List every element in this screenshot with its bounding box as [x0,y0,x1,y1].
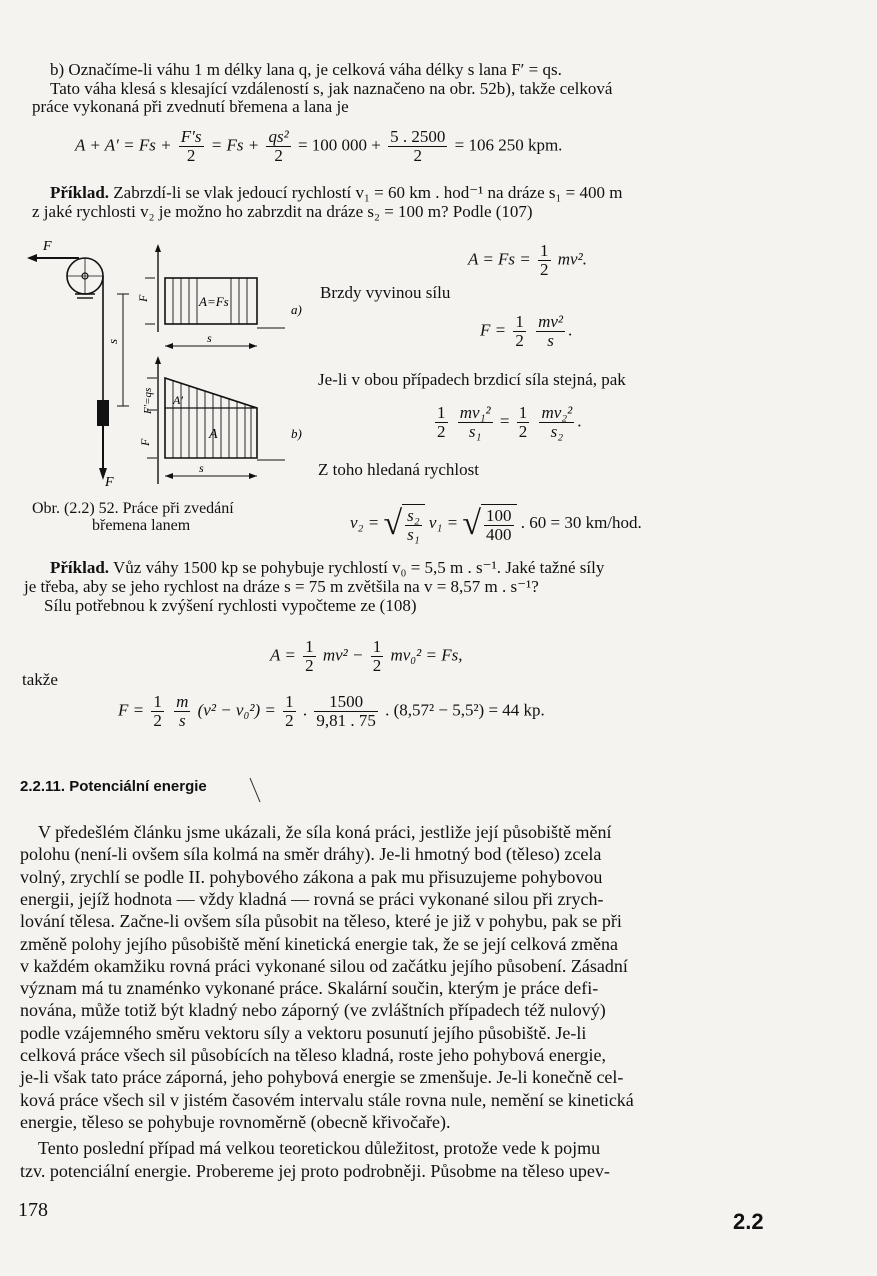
denominator: 2 [372,656,382,675]
denominator: 2 [413,146,422,165]
label-F-top: F [43,239,52,254]
arrowhead [27,254,37,262]
paragraph-line: Tento poslední případ má velkou teoretickou důležitost, protože vede k pojmu [38,1138,601,1158]
page-number: 178 [18,1199,48,1221]
paragraph-line: význam má tu znaménko vykonané práce. Skalární součin, kterým je práce defi- [20,978,599,998]
eq-term: mv² − [322,645,364,665]
fraction [151,693,164,730]
fraction [303,638,316,675]
eq-mid: v₁ = [428,512,459,532]
numerator: 1 [305,637,314,656]
eq-lhs: A = [270,645,296,665]
figure-lifting-diagram [25,238,320,488]
paragraph-line: energie, těleso se pohybuje rovnoměrně (obecně křivočaře). [20,1112,451,1132]
paragraph-line: V předešlém článku jsme ukázali, že síla koná práci, jestliže její působiště mění [38,822,612,842]
numerator: 1 [153,692,162,711]
paragraph-line: nována, může totiž být kladný nebo záporný (ve zvláštních případech též nulový) [20,1000,606,1020]
numerator: 1 [372,637,382,656]
equation-work-kinetic [468,242,587,279]
example-line: je třeba, aby se jeho rychlost na dráze s = 75 m zvětšila na v = 8,57 m . s⁻¹? [24,577,539,596]
equation-speed [350,504,642,544]
example-line: z jaké rychlosti v₂ je možno ho zabrzdit na dráze s₂ = 100 m? Podle (107) [32,202,533,221]
text-line: Tato váha klesá s klesající vzdáleností s, jak naznačeno na obr. 52b), takže celková [50,79,613,98]
label-Fqs: F′=qs [142,387,154,414]
eq-mid: = Fs + [210,135,260,155]
fraction [388,128,447,165]
denominator: s₁ [407,525,420,544]
denominator: 2 [518,422,528,441]
label-a: a) [291,302,302,317]
label-A: A [209,427,218,442]
paragraph-line: volný, zrychlí se podle II. pohybového zákona a pak mu přisuzujeme pohybovou [20,867,603,887]
numerator: 1 [437,403,446,422]
arrowhead [155,244,161,252]
chapter-number: 2.2 [733,1209,764,1234]
equation-total-work [75,128,562,165]
numerator: 1 [515,312,524,331]
equation-force [118,693,545,730]
text-line: b) Označíme-li váhu 1 m délky lana q, je celková váha délky s lana F′ = qs. [50,60,562,79]
numerator: qs² [268,127,289,146]
paragraph-line: polohu (není-li ovšem síla kolmá na směr dráhy). Je-li hmotný bod (těleso) zcela [20,844,602,864]
fraction [536,313,565,350]
arrowhead [155,356,161,364]
fraction [283,693,296,730]
section-heading: 2.2.11. Potenciální energie [20,778,207,795]
label-F-a: F [136,294,150,302]
fraction [539,404,574,441]
paragraph-line: celková práce všech sil působících na těleso kladná, roste jeho pohybová energie, [20,1045,606,1065]
arrowhead [165,343,173,349]
paragraph-line: energii, jejíž hodnota — vždy kladná — rovná se práci vykonané silou při zrych- [20,889,604,909]
eq-lhs: A = Fs = [468,249,531,269]
fraction [314,693,378,730]
eq-lhs: v₂ = [350,512,380,532]
numerator: 1500 [314,693,378,712]
denominator: 2 [186,146,196,165]
label-F-bottom: F [105,475,114,488]
eq-lhs: F = [480,320,507,340]
square-root: √ $\frac{\text{s₂}}{\text{s₁}}$ [383,504,424,544]
figure-caption: Obr. (2.2) 52. Práce při zvedání [32,500,234,517]
numerator: 1 [540,241,549,260]
text-line: Brzdy vyvinou sílu [320,283,451,302]
denominator: 2 [540,260,549,279]
fraction [458,404,493,441]
denominator: s₂ [550,422,564,441]
numerator: 5 . 2500 [390,127,446,146]
equals: = [499,411,510,431]
text-line: Z toho hledaná rychlost [318,460,479,479]
paragraph-line: podle vzájemného směru vektoru síly a vektoru posunutí jejího působiště. Je-li [20,1023,587,1043]
numerator: 1 [518,403,528,422]
work-area-b [165,378,257,458]
denominator: 2 [305,656,314,675]
fraction [435,404,448,441]
denominator: 2 [274,146,283,165]
label-A-Fs: A=Fs [199,294,229,309]
example-label: Příklad. [50,558,110,577]
numerator: 100 [486,506,512,525]
equation-work-energy [270,638,463,675]
pen-mark [248,776,264,804]
eq-mid: = 100 000 + [297,135,381,155]
text-line: práce vykonaná při zvednutí břemena a lana je [32,97,349,116]
denominator: 9,81 . 75 [316,711,376,730]
fraction [517,404,530,441]
denominator: s [547,331,554,350]
label-s-b: s [199,461,204,475]
label-A-prime: A′ [173,393,183,407]
paragraph-line: ková práce všech sil v jistém časovém intervalu stále rovna nule, nemění se kinetická [20,1090,634,1110]
text-line: takže [22,670,58,689]
eq-lhs: F = [118,700,145,720]
eq-rhs: . 60 = 30 km/hod. [520,512,642,532]
denominator: 2 [437,422,446,441]
numerator: F′s [180,127,202,146]
paragraph-line: tzv. potenciální energie. Probereme jej proto podrobněji. Působme na těleso upev- [20,1161,610,1181]
eq-rhs: . (8,57² − 5,5²) = 44 kp. [385,700,545,720]
example-line [50,558,604,578]
arrowhead [249,343,257,349]
paragraph-line: je-li však tato práce záporná, jeho pohybová energie se zmenšuje. Je-li konečně cel- [20,1067,624,1087]
fraction [484,507,514,544]
example-label: Příklad. [50,183,110,202]
denominator: 2 [515,331,524,350]
figure-caption: břemena lanem [92,517,191,534]
eq-term: mv₀² = Fs, [390,645,463,665]
denominator: s [178,711,186,730]
eq-lhs: A + A′ = Fs + [75,135,172,155]
text-line: Je-li v obou případech brzdicí síla stejná, pak [318,370,626,389]
example-line: Sílu potřebnou k zvýšení rychlosti vypočteme ze (108) [44,596,417,615]
eq-rhs: mv². [557,249,587,269]
fraction [513,313,526,350]
dot: . [302,700,308,720]
label-F-b: F [138,438,152,446]
eq-term: (v² − v₀²) = [197,700,276,720]
label-s-vertical: s [105,338,120,344]
arrowhead [249,473,257,479]
fraction [266,128,290,165]
paragraph-line: v každém okamžiku rovná práci vykonané silou od začátku jejího působení. Zásadní [20,956,628,976]
numerator: m [176,692,189,711]
equation-equal-forces: $\frac{1}{2}$ $\frac{\text{mv₁²}}{\text{s₁}}$ = $\frac{1}{2}$ $\frac{\text{mv₂²}}{\text{s₂}}$ . [437,403,582,441]
equation-brake-force: F = $\frac{1}{2}$ $\frac{\text{mv²}}{s}$ . [480,312,573,350]
denominator: s₁ [468,422,482,441]
label-b: b) [291,426,302,441]
fraction [538,242,551,279]
numerator: mv₁² [459,403,491,422]
numerator: mv² [538,312,564,331]
fraction [174,693,190,730]
numerator: 1 [285,692,294,711]
denominator: 2 [285,711,294,730]
denominator: 400 [486,525,512,544]
paragraph-line: změně polohy jejího působiště mění kinetická energie tak, že se její celková změna [20,934,618,954]
square-root: √ $\frac{100}{400}$ [462,504,516,544]
fraction [371,638,384,675]
paragraph-line: lování tělesa. Začne-li ovšem síla působit na těleso, které je již v pohybu, pak se při [20,911,622,931]
label-s-a: s [207,331,212,345]
arrowhead [165,473,173,479]
denominator: 2 [153,711,162,730]
example-text: Zabrzdí-li se vlak jedoucí rychlostí v₁ = 60 km . hod⁻¹ na dráze s₁ = 400 m [113,183,623,202]
fraction [405,507,422,544]
load-weight [97,400,109,426]
numerator: s₂ [407,506,420,525]
fraction [179,128,204,165]
eq-result: = 106 250 kpm. [454,135,563,155]
example-text: Vůz váhy 1500 kp se pohybuje rychlostí v₀ = 5,5 m . s⁻¹. Jaké tažné síly [113,558,605,577]
numerator: mv₂² [541,403,573,422]
example-line [50,183,622,203]
